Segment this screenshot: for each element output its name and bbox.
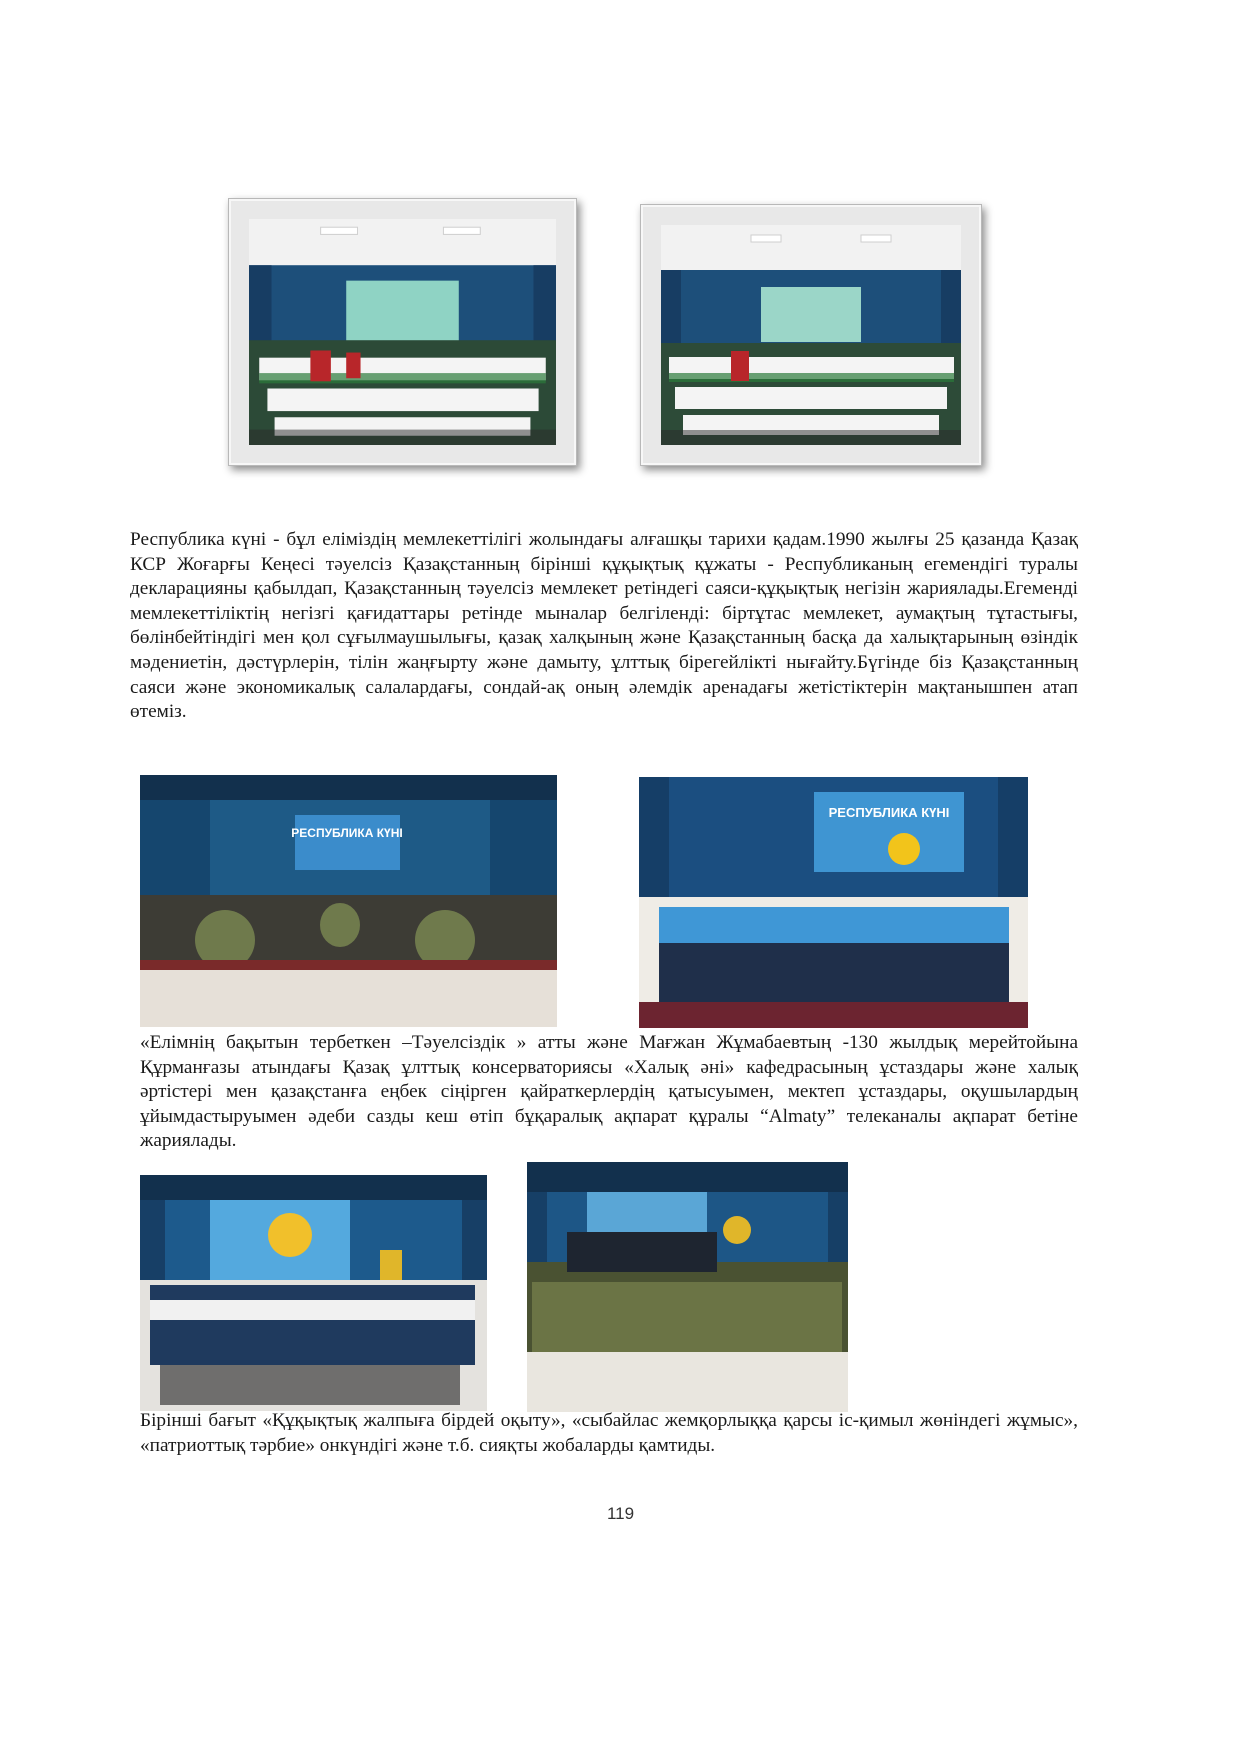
photo-frame-2	[640, 204, 982, 466]
banner-text-3: РЕСПУБЛИКА КҮНІ	[291, 826, 403, 840]
event-photo-1	[249, 219, 556, 445]
intro-paragraph	[130, 528, 1078, 725]
event-photo-6	[527, 1162, 848, 1412]
banner-text-4: РЕСПУБЛИКА КҮНІ	[828, 805, 950, 820]
closing-paragraph-text: Бірінші бағыт «Құқықтық жалпыға бірдей оқыту», «сыбайлас жемқорлыққа қарсы іс-қимыл жөніндегі жұмыс», «патриоттық тәрбие» онкүндігі және т.б. сияқты жобаларды қамтиды.	[140, 1410, 1078, 1456]
intro-paragraph-text: Республика күні - бұл еліміздің мемлекеттілігі жолындағы алғашқы тарихи қадам.1990 жылғы 25 қазанда Қазақ КСР Жоғарғы Кеңесі тәуелсіз Қазақстанның бірінші құқықтық құжаты - Республиканың егемендігі туралы декларацияны қабылдап, Қазақстанның тәуелсіз мемлекет ретіндегі саяси-құқықтық негізін жариялады.Егеменді мемлекеттіліктің негізгі қағидаттары ретінде мыналар белгіленді: біртұтас мемлекет, аумақтың тұтастығы, бөлінбейтіндігі мен қол сұғылмаушылығы, қазақ халқының және Қазақстанның басқа да халықтарының өзіндік мәдениетін, дәстүрлерін, тілін жаңғырту және дамыту, ұлттық бірегейлікті нығайту.Бүгінде біз Қазақстанның саяси және экономикалық салалардағы, сондай-ақ оның әлемдік аренадағы жетістіктерін мақтанышпен атап өтеміз.	[130, 529, 1078, 723]
event-photo-2	[661, 225, 961, 445]
closing-paragraph	[140, 1409, 1078, 1458]
event-photo-4	[639, 777, 1028, 1028]
page-number: 119	[606, 1504, 635, 1523]
event-paragraph-text: «Елімнің бақытын тербеткен –Тәуелсіздік » атты және Мағжан Жұмабаевтың -130 жылдық мерейтойына Құрманғазы атындағы Қазақ ұлттық консерваториясы «Халық әні» кафедрасының ұстаздары және халық әртістері мен қазақстанға еңбек сіңірген қайраткерлердің қатысуымен, мектеп ұстаздары, оқушылардың ұйымдастыруымен әдеби сазды кеш өтіп бұқаралық ақпарат құралы “Almaty” телеканалы ақпарат бетіне жариялады.	[140, 1032, 1078, 1152]
event-paragraph	[140, 1031, 1078, 1154]
event-photo-3	[140, 775, 557, 1027]
photo-frame-1	[228, 198, 577, 466]
event-photo-5	[140, 1175, 487, 1411]
